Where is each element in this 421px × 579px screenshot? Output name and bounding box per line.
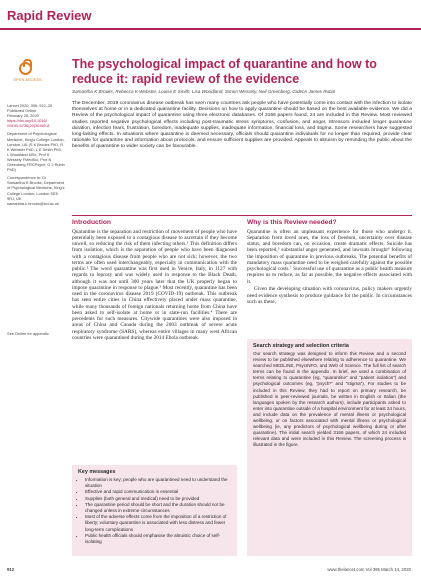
search-strategy-panel bbox=[247, 339, 412, 556]
article-authors: Samantha K Brooks, Rebecca K Webster, Louise E Smith, Lisa Woodland, Simon Wessely, Neil Greenberg, Gideon James Rubin bbox=[72, 89, 336, 94]
open-access-icon bbox=[19, 62, 32, 75]
see-online-appendix: See Online for appendix bbox=[7, 331, 49, 336]
left-sidebar-meta bbox=[7, 103, 65, 209]
article-title: The psychological impact of quarantine and how to reduce it: rapid review of the evidence bbox=[72, 57, 377, 86]
key-messages-panel bbox=[72, 465, 237, 556]
right-column bbox=[247, 219, 412, 307]
list-item: • The quarantine period should be short and the duration should not be changed unless in extreme circumstances bbox=[85, 502, 231, 514]
doi-link-suffix[interactable]: S0140-6736(20)30460-8 bbox=[7, 123, 50, 129]
why-paragraph-1: Quarantine is often an unpleasant experience for those who undergo it. Separation from loved ones, the loss of freedom, uncertainty over disease status, and boredom can, on occasion, create dramatic effects. Suicide has been reported,⁵ substantial anger generated, and lawsuits brought⁶ following the imposition of quarantine in previous outbreaks. The potential benefits of mandatory mass quarantine need to be weighed carefully against the possible psychological costs.⁷ Successful use of quarantine as a public health measure requires us to reduce, as far as possible, the negative effects associated with it. bbox=[247, 228, 412, 285]
list-item: • Public health officials should emphasise the altruistic choice of self-isolating bbox=[85, 533, 231, 545]
search-strategy-text: Our search strategy was designed to inform this Review and a second review to be published elsewhere relating to adherence to quarantine. We searched MEDLINE, PsycINFO, and Web of Science. The full list of search terms can be found in the appendix. In brief, we used a combination of terms relating to quarantine (eg, “quarantine” and “patient isolation”) and psychological outcomes (eg, “psych*” and “stigma”). For studies to be included in this Review, they had to report on primary research, be published in peer-reviewed journals, be written in English or Italian (the languages spoken by the research authors), include participants asked to enter into quarantine outside of a hospital environment for at least 24 hours, and include data on the prevalence of mental illness or psychological wellbeing, or on factors associated with mental illness or psychological wellbeing (ie, any predictors of psychological wellbeing during or after quarantine). The initial search yielded 3166 papers, of which 24 included relevant data and were included in this Review. The screening process is illustrated in the figure. bbox=[253, 351, 406, 448]
left-column bbox=[72, 219, 237, 343]
introduction-heading: Introduction bbox=[72, 219, 112, 226]
list-item: • Supplies (both general and medical) need to be provided bbox=[85, 496, 231, 502]
list-item: • Information is key; people who are quarantined need to understand the situation bbox=[85, 477, 231, 489]
publication-info bbox=[7, 103, 65, 128]
citation: Lancet 2020; 395: 912–20 bbox=[7, 103, 53, 108]
why-paragraph-2: Given the developing situation with coronavirus, policy makers urgently need evidence synthesis to produce guidance for the public. In circumstances such as these, bbox=[247, 286, 412, 305]
abstract-divider bbox=[72, 215, 412, 216]
abstract-text: The December, 2019 coronavirus disease outbreak has seen many countries ask people who have potentially come into contact with the infection to isolate themselves at home or in a dedicated quarantine facility. Decisions on how to apply quarantine should be based on the best available evidence. We did a Review of the psychological impact of quarantine using three electronic databases. Of 3166 papers found, 24 are included in this Review. Most reviewed studies reported negative psychological effects including post-traumatic stress symptoms, confusion, and anger. Stressors included longer quarantine duration, infection fears, frustration, boredom, inadequate supplies, inadequate information, financial loss, and stigma. Some researchers have suggested long-lasting effects. In situations where quarantine is deemed necessary, officials should quarantine individuals for no longer than required, provide clear rationale for quarantine and information about protocols, and ensure sufficient supplies are provided. Appeals to altruism by reminding the public about the benefits of quarantine to wider society can be favourable. bbox=[72, 101, 412, 150]
published-online-label: Published Online bbox=[7, 108, 37, 114]
correspondence: Correspondence to: Dr Samantha K Brooks, Department of Psychological Medicine, King's College London, London SE5 9RJ, UK samantha.k.brooks@kcl.ac.uk bbox=[7, 175, 65, 206]
header-title: Rapid Review bbox=[7, 8, 92, 23]
list-item: • Most of the adverse effects come from the imposition of a restriction of liberty; voluntary quarantine is associated with less distress and fewer long-term complications bbox=[85, 514, 231, 533]
introduction-paragraph: Quarantine is the separation and restriction of movement of people who have potentially been exposed to a contagious disease to ascertain if they become unwell, so reducing the risk of them infecting others.¹ This definition differs from isolation, which is the separation of people who have been diagnosed with a contagious disease from people who are not sick; however, the two terms are often used interchangeably, especially in communication with the public.² The word quarantine was first used in Venice, Italy, in 1127 with regards to leprosy and was widely used in response to the Black Death, although it was not until 300 years later that the UK properly began to impose quarantine in response to plague.³ Most recently, quarantine has been used in the coronavirus disease 2019 (COVID-19) outbreak. This outbreak has seen entire cities in China effectively placed under mass quarantine, while many thousands of foreign nationals returning home from China have been asked to self-isolate at home or in state-run facilities.⁴ There are precedents for such measures. Citywide quarantines were also imposed in areas of China and Canada during the 2003 outbreak of severe acute respiratory syndrome (SARS), whereas entire villages in many west African countries were quarantined during the 2014 Ebola outbreak. bbox=[72, 228, 237, 341]
published-date: February 26, 2020 bbox=[7, 113, 39, 119]
key-messages-list bbox=[72, 477, 237, 545]
search-strategy-title: Search strategy and selection criteria bbox=[253, 343, 349, 349]
why-heading: Why is this Review needed? bbox=[247, 219, 337, 226]
open-access-label: OPEN ACCESS bbox=[13, 77, 42, 82]
abstract bbox=[72, 101, 412, 151]
page-number: 912 bbox=[7, 567, 15, 572]
page-footer bbox=[0, 563, 421, 579]
page-header bbox=[0, 0, 421, 38]
affiliation: Department of Psychological Medicine, King's College London, London, UK (S K Brooks PhD, R K Webster PhD, L E Smith PhD, L Woodland MSc, Prof S Wessely FMedSci, Prof N Greenberg FRCPsych, G J Rubin PhD) bbox=[7, 131, 65, 173]
key-messages-title: Key messages bbox=[78, 469, 116, 475]
list-item: • Effective and rapid communication is essential bbox=[85, 489, 231, 495]
doi-link[interactable]: https://doi.org/10.1016/ bbox=[7, 118, 47, 124]
journal-info: www.thelancet.com Vol 395 March 14, 2020 bbox=[327, 567, 411, 572]
header-rule bbox=[0, 28, 421, 30]
